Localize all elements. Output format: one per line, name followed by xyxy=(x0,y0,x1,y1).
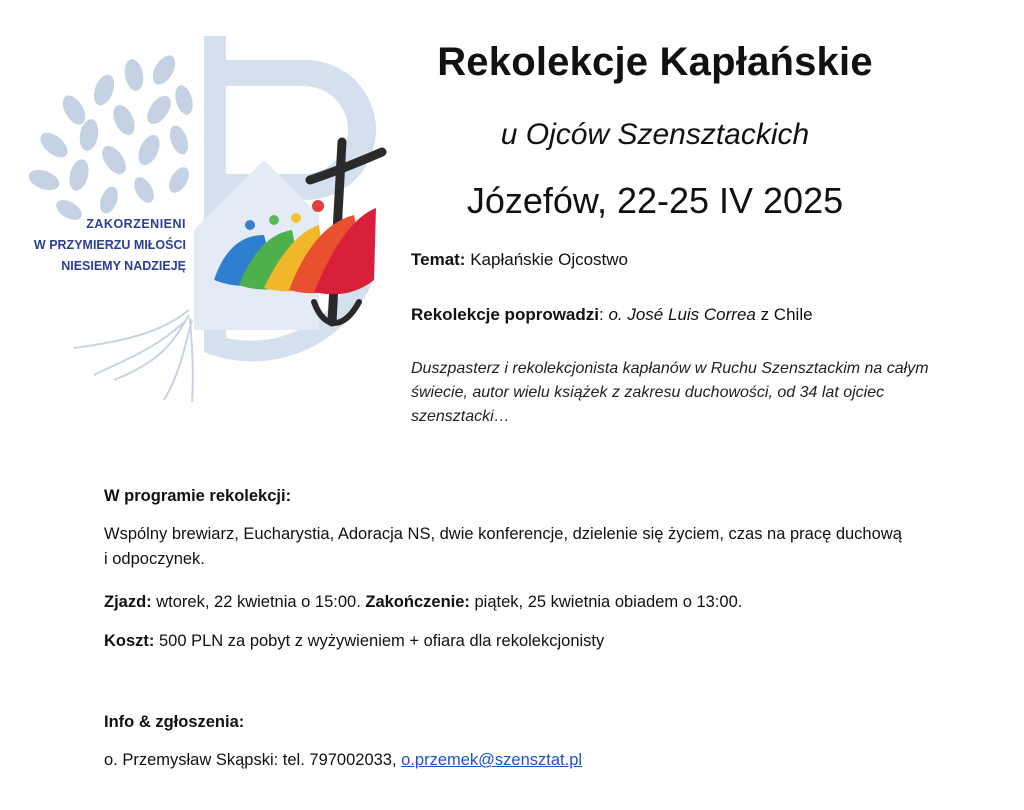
topic-value: Kapłańskie Ojcostwo xyxy=(470,250,629,269)
program-heading xyxy=(104,484,924,509)
cost-label: Koszt: xyxy=(104,632,155,650)
program-heading-text: W programie rekolekcji: xyxy=(104,487,292,505)
leader-suffix: z Chile xyxy=(755,305,813,324)
page-title: Rekolekcje Kapłańskie xyxy=(437,40,873,84)
arrival-value: wtorek, 22 kwietnia o 15:00. xyxy=(151,593,366,611)
email-link[interactable]: o.przemek@szensztat.pl xyxy=(401,751,583,769)
leader-bio: Duszpasterz i rekolekcjonista kapłanów w Ruchu Szensztackim na całym świecie, autor wielu książek z zakresu duchowości, od 34 lat ojciec szensztacki… xyxy=(411,360,929,425)
leader-line xyxy=(411,303,813,327)
cost-line xyxy=(104,629,924,654)
cost-value: 500 PLN za pobyt z wyżywieniem + ofiara dla rekolekcjonisty xyxy=(154,632,605,650)
page-subtitle: u Ojców Szensztackich xyxy=(500,118,810,151)
end-value: piątek, 25 kwietnia obiadem o 13:00. xyxy=(469,593,743,611)
contact-text: o. Przemysław Skąpski: tel. 797002033, xyxy=(104,751,402,769)
logo-motto-line1: ZAKORZENIENI xyxy=(86,217,186,231)
logo-motto-line3: NIESIEMY NADZIEJĘ xyxy=(61,259,186,273)
logo-motto-line2: W PRZYMIERZU MIŁOŚCI xyxy=(33,238,186,252)
arrival-label: Zjazd: xyxy=(104,593,152,611)
topic-label: Temat: xyxy=(411,250,466,269)
leader-colon: : xyxy=(599,305,609,324)
topic-line xyxy=(411,248,628,272)
end-label: Zakończenie: xyxy=(365,593,470,611)
place-date: Józefów, 22-25 IV 2025 xyxy=(466,180,844,221)
info-heading xyxy=(104,710,924,735)
leader-name: o. José Luis Correa xyxy=(608,305,756,324)
info-heading-text: Info & zgłoszenia: xyxy=(104,713,245,731)
leader-label: Rekolekcje poprowadzi xyxy=(411,305,599,324)
retreat-logo xyxy=(14,30,394,410)
arrival-line xyxy=(104,590,924,615)
program-text: Wspólny brewiarz, Eucharystia, Adoracja NS, dwie konferencje, dzielenie się życiem, czas na pracę duchową i odpoczynek. xyxy=(104,525,902,568)
roots-icon xyxy=(74,310,193,402)
contact-line xyxy=(104,748,924,773)
tree-icon xyxy=(26,52,196,224)
